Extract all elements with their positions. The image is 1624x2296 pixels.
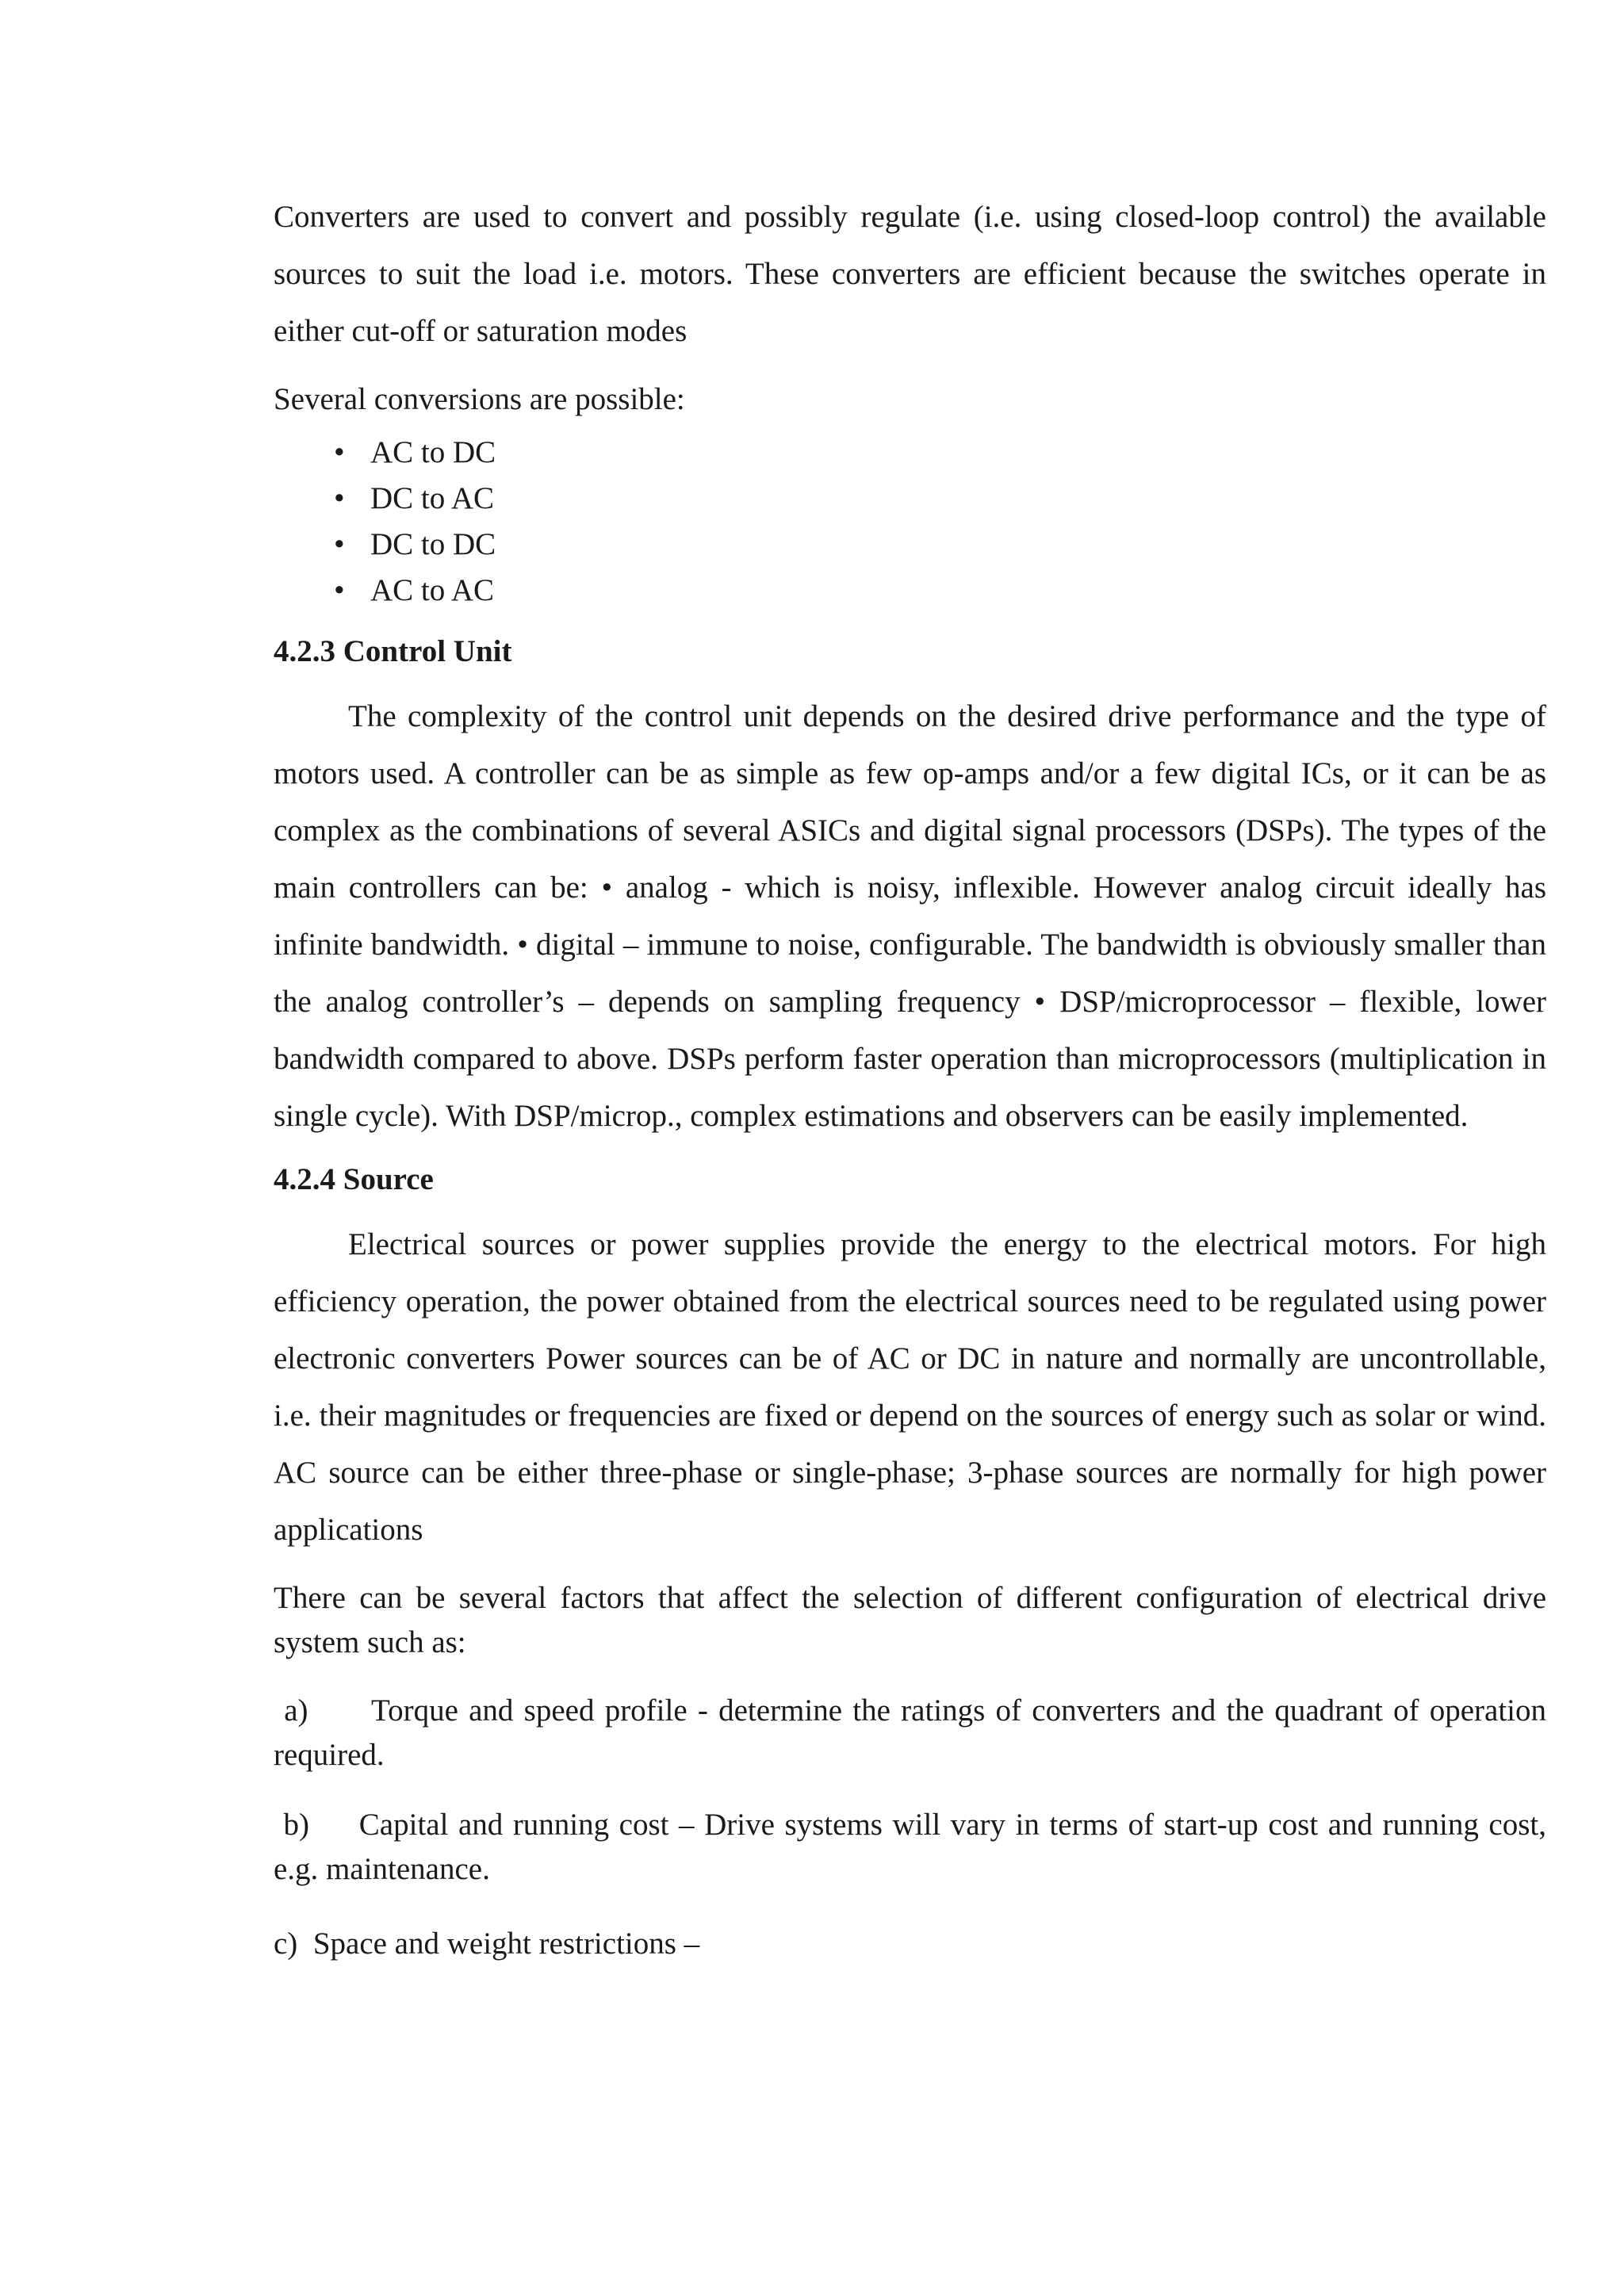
bullet-icon: • (334, 481, 345, 515)
list-item: • AC to AC (274, 568, 1546, 614)
document-page (274, 189, 1546, 1966)
factor-marker: a) (284, 1693, 308, 1728)
factor-text: Space and weight restrictions – (312, 1927, 700, 1961)
list-item: • DC to DC (274, 522, 1546, 568)
factor-text: Capital and running cost – Drive systems will vary in terms of start-up cost and running cost, e.g. maintenance. (274, 1808, 1546, 1886)
factor-item-c (274, 1922, 1546, 1966)
control-unit-paragraph: The complexity of the control unit depends on the desired drive performance and the type of motors used. A controller can be as simple as few op-amps and/or a few digital ICs, or it can be as complex as the combinations of several ASICs and digital signal processors (DSPs). The types of the main controllers can be: • analog - which is noisy, inflexible. However analog circuit ideally has infinite bandwidth. • digital – immune to noise, configurable. The bandwidth is obviously smaller than the analog controller’s – depends on sampling frequency • DSP/microprocessor – flexible, lower bandwidth compared to above. DSPs perform faster operation than microprocessors (multiplication in single cycle). With DSP/microp., complex estimations and observers can be easily implemented. (274, 699, 1546, 1133)
factors-intro: There can be several factors that affect the selection of different configuration of electrical drive system such as: (274, 1581, 1546, 1659)
conversions-intro: Several conversions are possible: (274, 382, 685, 416)
factor-item-b (274, 1803, 1546, 1892)
intro-paragraph: Converters are used to convert and possibly regulate (i.e. using closed-loop control) the available sources to suit the load i.e. motors. These converters are efficient because the switches operate in either cut-off or saturation modes (274, 200, 1546, 348)
factor-marker: b) (283, 1808, 310, 1842)
factor-marker: c) (274, 1927, 298, 1961)
section-heading-source: 4.2.4 Source (274, 1162, 434, 1196)
list-item: • DC to AC (274, 476, 1546, 522)
conversions-list (274, 430, 1546, 614)
factor-item-a (274, 1689, 1546, 1777)
source-paragraph: Electrical sources or power supplies provide the energy to the electrical motors. For high efficiency operation, the power obtained from the electrical sources need to be regulated using power electronic converters Power sources can be of AC or DC in nature and normally are uncontrollable, i.e. their magnitudes or frequencies are fixed or depend on the sources of energy such as solar or wind. AC source can be either three-phase or single-phase; 3-phase sources are normally for high power applications (274, 1227, 1546, 1547)
factor-text: Torque and speed profile - determine the ratings of converters and the quadrant of operation required. (274, 1693, 1547, 1772)
section-heading-control-unit: 4.2.3 Control Unit (274, 634, 512, 668)
list-item: • AC to DC (274, 430, 1546, 476)
bullet-icon: • (334, 527, 345, 561)
bullet-icon: • (334, 435, 345, 469)
bullet-icon: • (334, 573, 345, 607)
